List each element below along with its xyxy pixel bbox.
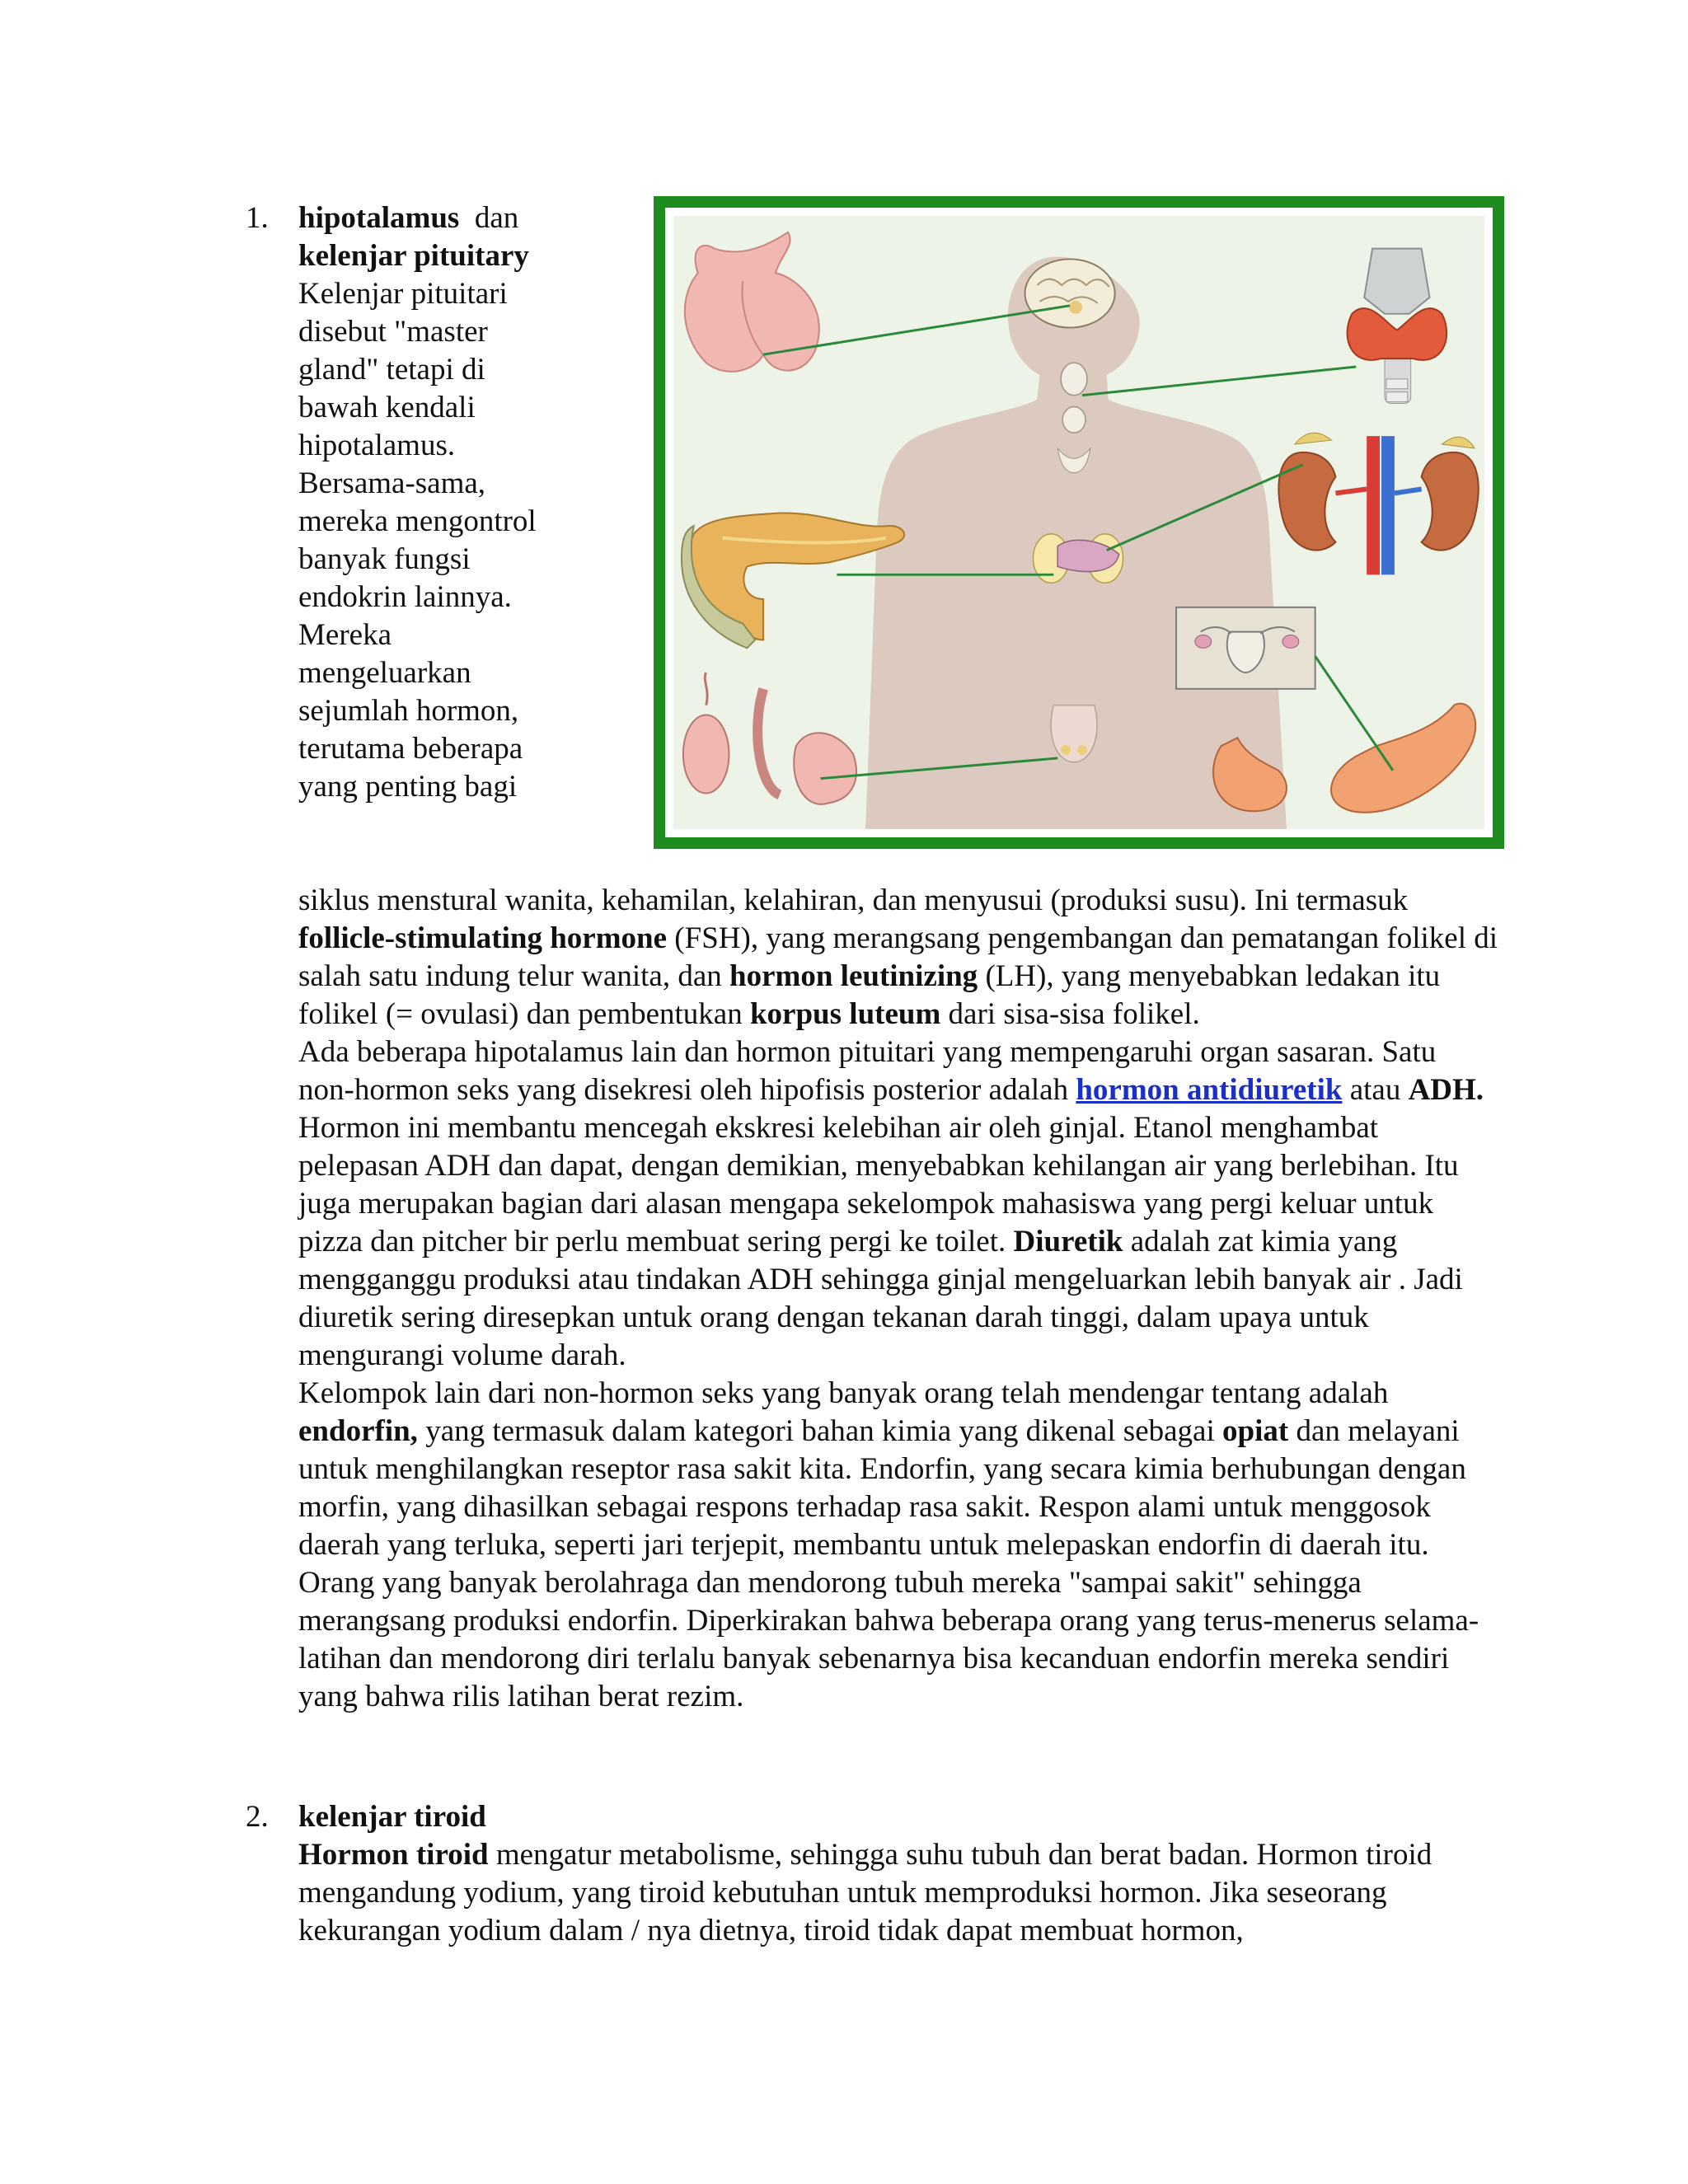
section-1-narrow-column [298, 199, 546, 806]
adrenal-kidneys-icon [1278, 433, 1478, 574]
text-run: siklus menstural wanita, kehamilan, kelahiran, dan menyusui (produksi susu). Ini termasuk [298, 883, 1409, 917]
term-lh: hormon leutinizing [729, 959, 978, 993]
endocrine-system-figure [654, 196, 1504, 849]
ovaries-uterus-icon [1176, 607, 1315, 689]
term-adh: ADH. [1408, 1073, 1484, 1107]
term-endorfin: endorfin, [298, 1414, 418, 1448]
paragraph-adh [298, 1033, 1498, 1375]
endocrine-illustration [673, 216, 1484, 829]
term-fsh: follicle-stimulating hormone [298, 921, 668, 955]
text-run: dan melayani untuk menghilangkan reseptor rasa sakit kita. Endorfin, yang secara kimia berhubungan dengan morfin, yang dihasilkan sebagai respons terhadap rasa sakit. Respon alami untuk menggosok daerah yang terluka, seperti jari terjepit, membantu untuk melepaskan endorfin di daerah itu. Orang yang banyak berolahraga dan mendorong tubuh mereka "sampai sakit" sehingga merangsang produksi endorfin. Diperkirakan bahwa beberapa orang yang terus-menerus selama-latihan dan mendorong diri terlalu banyak sebenarnya bisa kecanduan endorfin mereka sendiri yang bahwa rilis latihan berat rezim. [298, 1414, 1479, 1713]
figure-background [673, 216, 1484, 829]
section-2-title [298, 1798, 1498, 1836]
section-1-intro: Kelenjar pituitari disebut "master gland" tetapi di bawah kendali hipotalamus. Bersama-sama, mereka mengontrol banyak fungsi endokrin lainnya. Mereka mengeluarkan sejumlah hormon, terutama beberapa yang penting bagi [298, 277, 537, 804]
title-kelenjar-pituitary: kelenjar pituitary [298, 239, 529, 273]
term-opiat: opiat [1222, 1414, 1289, 1448]
paragraph-endorfin [298, 1375, 1498, 1716]
text-run: adalah zat kimia yang mengganggu produksi atau tindakan ADH sehingga ginjal mengeluarkan lebih banyak air . Jadi diuretik sering diresepkan untuk orang dengan tekanan darah tinggi, dalam upaya untuk mengurangi volume darah. [298, 1225, 1463, 1372]
pancreas-icon [682, 513, 904, 648]
list-number-2: 2. [246, 1800, 269, 1834]
term-diuretik: Diuretik [1013, 1225, 1123, 1258]
text-run: dari sisa-sisa folikel. [940, 997, 1200, 1031]
text-run: (FSH), yang merangsang pengembangan dan pematangan folikel di salah satu indung telur wanita, dan [298, 921, 1498, 993]
text-run: Kelompok lain dari non-hormon seks yang banyak orang telah mendengar tentang adalah [298, 1376, 1389, 1410]
text-run: mengatur metabolisme, sehingga suhu tubuh dan berat badan. Hormon tiroid mengandung yodium, yang tiroid kebutuhan untuk memproduksi hormon. Jika seseorang kekurangan yodium dalam / nya dietnya, tiroid tidak dapat membuat hormon, [298, 1838, 1432, 1947]
pituitary-gland-icon [685, 232, 819, 372]
title-hipotalamus: hipotalamus [298, 201, 460, 235]
paragraph-reproductive-hormones [298, 882, 1498, 1033]
section-2-body [298, 1798, 1498, 1950]
text-run: Hormon ini membantu mencegah ekskresi kelebihan air oleh ginjal. Etanol menghambat pelepasan ADH dan dapat, dengan demikian, menyebabkan kehilangan air yang berlebihan. Itu juga merupakan bagian dari alasan mengapa sekelompok mahasiswa yang pergi keluar untuk pizza dan pitcher bir perlu membuat sering pergi ke toilet. [298, 1111, 1459, 1258]
thyroid-gland-icon [1348, 249, 1447, 404]
link-hormon-antidiuretik[interactable]: hormon antidiuretik [1076, 1073, 1343, 1107]
testes-icon [683, 673, 856, 804]
title-dan: dan [474, 201, 519, 235]
text-run: Ada beberapa hipotalamus lain dan hormon pituitari yang mempengaruhi organ sasaran. Satu non-hormon seks yang disekresi oleh hipofisis posterior adalah [298, 1035, 1437, 1107]
list-number-1: 1. [246, 201, 269, 235]
term-korpus-luteum: korpus luteum [749, 997, 941, 1031]
title-kelenjar-tiroid: kelenjar tiroid [298, 1800, 486, 1834]
section-1-title [298, 199, 546, 275]
text-run: (LH), yang menyebabkan ledakan itu folikel (= ovulasi) dan pembentukan [298, 959, 1441, 1031]
brain-icon [1025, 259, 1115, 327]
paragraph-thyroid-hormone [298, 1836, 1498, 1950]
text-run: atau [1342, 1073, 1409, 1107]
ovary-icon [1331, 704, 1475, 813]
text-run: yang termasuk dalam kategori bahan kimia yang dikenal sebagai [417, 1414, 1222, 1448]
section-1-body [298, 882, 1498, 1716]
term-hormon-tiroid: Hormon tiroid [298, 1838, 489, 1872]
